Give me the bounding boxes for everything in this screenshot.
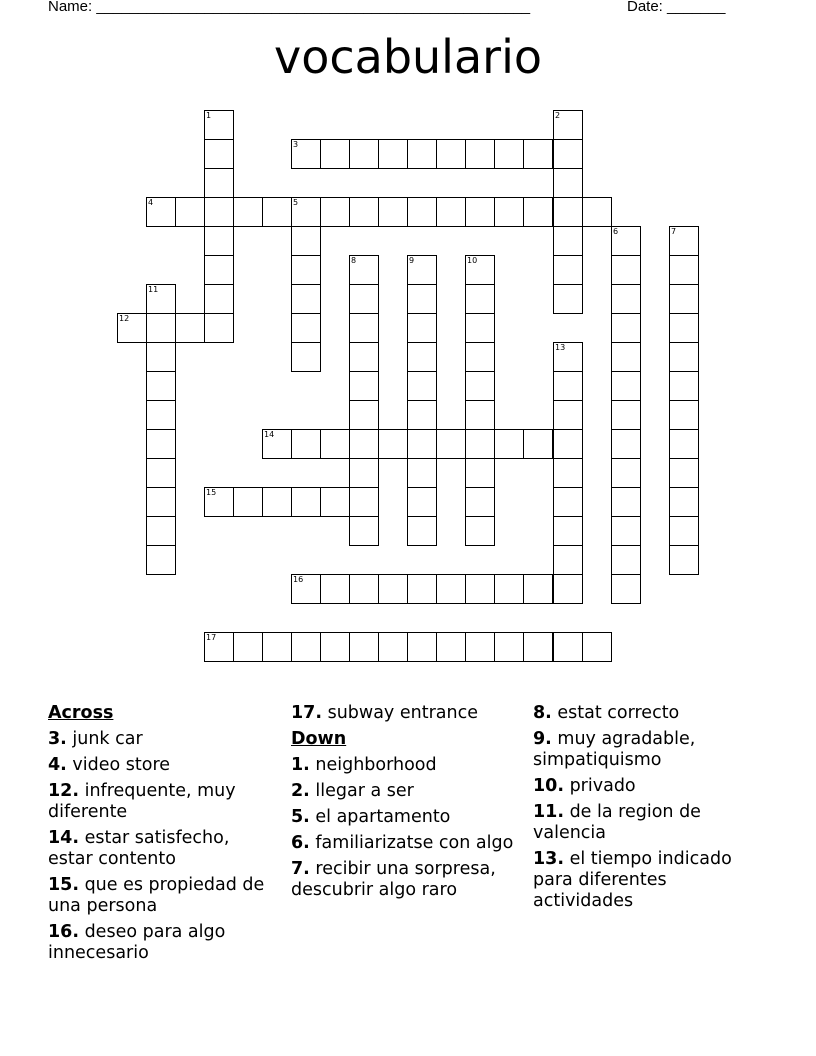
clue-item xyxy=(291,703,523,724)
clue-number: 6 xyxy=(613,227,619,236)
grid-cell[interactable] xyxy=(349,632,379,662)
grid-cell[interactable] xyxy=(553,139,583,169)
grid-cell[interactable] xyxy=(349,516,379,546)
clue-item xyxy=(291,807,523,828)
grid-cell[interactable] xyxy=(291,139,321,169)
clue-item-number: 15. xyxy=(48,875,80,895)
grid-cell[interactable] xyxy=(465,632,495,662)
grid-cell[interactable] xyxy=(233,197,263,227)
date-field: Date: _______ xyxy=(627,0,726,15)
grid-cell[interactable] xyxy=(465,458,495,488)
grid-cell[interactable] xyxy=(204,226,234,256)
grid-cell[interactable] xyxy=(291,255,321,285)
grid-cell[interactable] xyxy=(204,139,234,169)
down-heading: Down xyxy=(291,729,347,749)
grid-cell[interactable] xyxy=(349,197,379,227)
grid-cell[interactable] xyxy=(291,284,321,314)
grid-cell[interactable] xyxy=(175,313,205,343)
clue-item-number: 2. xyxy=(291,781,310,801)
clue-item-text: el tiempo indicado para diferentes actividades xyxy=(533,849,732,911)
grid-cell[interactable] xyxy=(407,139,437,169)
grid-cell[interactable] xyxy=(553,371,583,401)
clue-item-text: que es propiedad de una persona xyxy=(48,875,265,916)
grid-cell[interactable] xyxy=(465,516,495,546)
grid-cell[interactable] xyxy=(320,139,350,169)
grid-cell[interactable] xyxy=(553,110,583,140)
grid-cell[interactable] xyxy=(291,197,321,227)
grid-cell[interactable] xyxy=(611,284,641,314)
grid-cell[interactable] xyxy=(349,139,379,169)
clue-item-text: el apartamento xyxy=(309,807,451,827)
grid-cell[interactable] xyxy=(291,313,321,343)
grid-cell[interactable] xyxy=(465,313,495,343)
clue-item xyxy=(291,755,523,776)
clue-number: 1 xyxy=(206,111,212,120)
grid-cell[interactable] xyxy=(553,487,583,517)
grid-cell[interactable] xyxy=(465,487,495,517)
grid-cell[interactable] xyxy=(204,487,234,517)
grid-cell[interactable] xyxy=(553,632,583,662)
clue-item-number: 10. xyxy=(533,776,565,796)
grid-cell[interactable] xyxy=(146,487,176,517)
grid-cell[interactable] xyxy=(669,313,699,343)
clue-number: 12 xyxy=(119,314,130,323)
clue-item-number: 7. xyxy=(291,859,310,879)
grid-cell[interactable] xyxy=(465,284,495,314)
grid-cell[interactable] xyxy=(553,429,583,459)
grid-cell[interactable] xyxy=(407,313,437,343)
grid-cell[interactable] xyxy=(494,574,524,604)
grid-cell[interactable] xyxy=(407,255,437,285)
grid-cell[interactable] xyxy=(494,429,524,459)
grid-cell[interactable] xyxy=(436,574,466,604)
grid-cell[interactable] xyxy=(349,255,379,285)
clue-item-number: 1. xyxy=(291,755,310,775)
grid-cell[interactable] xyxy=(611,516,641,546)
grid-cell[interactable] xyxy=(146,284,176,314)
grid-cell[interactable] xyxy=(378,139,408,169)
grid-cell[interactable] xyxy=(146,516,176,546)
clue-item xyxy=(48,755,278,776)
grid-cell[interactable] xyxy=(204,197,234,227)
grid-cell[interactable] xyxy=(233,487,263,517)
clue-number: 17 xyxy=(206,633,217,642)
grid-cell[interactable] xyxy=(146,400,176,430)
grid-cell[interactable] xyxy=(494,139,524,169)
clue-item xyxy=(533,703,763,724)
grid-cell[interactable] xyxy=(146,429,176,459)
clue-item-number: 6. xyxy=(291,833,310,853)
grid-cell[interactable] xyxy=(436,197,466,227)
grid-cell[interactable] xyxy=(465,342,495,372)
clue-item-number: 9. xyxy=(533,729,552,749)
clue-number: 14 xyxy=(264,430,275,439)
grid-cell[interactable] xyxy=(146,342,176,372)
grid-cell[interactable] xyxy=(349,429,379,459)
clue-item-number: 4. xyxy=(48,755,67,775)
grid-cell[interactable] xyxy=(669,400,699,430)
across-heading: Across xyxy=(48,703,114,723)
clue-item-text: neighborhood xyxy=(309,755,437,775)
clue-item xyxy=(48,729,278,750)
clue-item xyxy=(48,875,278,917)
grid-cell[interactable] xyxy=(436,429,466,459)
grid-cell[interactable] xyxy=(465,255,495,285)
grid-cell[interactable] xyxy=(523,574,553,604)
grid-cell[interactable] xyxy=(262,632,292,662)
clue-item-number: 12. xyxy=(48,781,80,801)
grid-cell[interactable] xyxy=(669,487,699,517)
clue-item-text: familiarizatse con algo xyxy=(309,833,514,853)
grid-cell[interactable] xyxy=(291,487,321,517)
clue-number: 7 xyxy=(671,227,677,236)
clue-item-text: estat correcto xyxy=(551,703,680,723)
grid-cell[interactable] xyxy=(262,487,292,517)
clue-item xyxy=(533,849,763,912)
grid-cell[interactable] xyxy=(378,197,408,227)
clue-number: 3 xyxy=(293,140,299,149)
grid-cell[interactable] xyxy=(465,429,495,459)
grid-cell[interactable] xyxy=(204,110,234,140)
grid-cell[interactable] xyxy=(465,574,495,604)
clue-item-number: 16. xyxy=(48,922,80,942)
grid-cell[interactable] xyxy=(407,284,437,314)
grid-cell[interactable] xyxy=(204,255,234,285)
grid-cell[interactable] xyxy=(378,429,408,459)
grid-cell[interactable] xyxy=(320,429,350,459)
grid-cell[interactable] xyxy=(553,400,583,430)
grid-cell[interactable] xyxy=(175,197,205,227)
clue-number: 9 xyxy=(409,256,415,265)
grid-cell[interactable] xyxy=(553,516,583,546)
grid-cell[interactable] xyxy=(204,632,234,662)
grid-cell[interactable] xyxy=(523,197,553,227)
grid-cell[interactable] xyxy=(407,400,437,430)
grid-cell[interactable] xyxy=(669,516,699,546)
grid-cell[interactable] xyxy=(146,197,176,227)
grid-cell[interactable] xyxy=(291,429,321,459)
grid-cell[interactable] xyxy=(553,545,583,575)
clue-item xyxy=(48,828,278,870)
clue-number: 16 xyxy=(293,575,304,584)
grid-cell[interactable] xyxy=(669,429,699,459)
grid-cell[interactable] xyxy=(349,284,379,314)
grid-cell[interactable] xyxy=(407,342,437,372)
grid-cell[interactable] xyxy=(320,632,350,662)
grid-cell[interactable] xyxy=(436,139,466,169)
clue-number: 13 xyxy=(555,343,566,352)
clue-item-text: deseo para algo innecesario xyxy=(48,922,226,963)
clue-item-number: 5. xyxy=(291,807,310,827)
clue-item-text: video store xyxy=(66,755,171,775)
grid-cell[interactable] xyxy=(407,429,437,459)
grid-cell[interactable] xyxy=(553,574,583,604)
down-clue-list-continued xyxy=(533,703,763,912)
grid-cell[interactable] xyxy=(349,574,379,604)
grid-cell[interactable] xyxy=(553,458,583,488)
grid-cell[interactable] xyxy=(407,197,437,227)
clue-item-text: muy agradable, simpatiquismo xyxy=(533,729,696,770)
clue-item xyxy=(291,859,523,901)
grid-cell[interactable] xyxy=(349,371,379,401)
clue-item-text: infrequente, muy diferente xyxy=(48,781,236,822)
clue-item-text: estar satisfecho, estar contento xyxy=(48,828,230,869)
grid-cell[interactable] xyxy=(494,632,524,662)
name-field: Name: ____________________________________________________ xyxy=(48,0,531,15)
grid-cell[interactable] xyxy=(320,487,350,517)
clue-item-text: llegar a ser xyxy=(309,781,414,801)
grid-cell[interactable] xyxy=(669,342,699,372)
grid-cell[interactable] xyxy=(523,429,553,459)
clue-item-text: subway entrance xyxy=(322,703,478,723)
grid-cell[interactable] xyxy=(611,400,641,430)
grid-cell[interactable] xyxy=(204,168,234,198)
clue-item-number: 8. xyxy=(533,703,552,723)
grid-cell[interactable] xyxy=(669,458,699,488)
grid-cell[interactable] xyxy=(669,371,699,401)
grid-cell[interactable] xyxy=(611,574,641,604)
clue-number: 8 xyxy=(351,256,357,265)
grid-cell[interactable] xyxy=(465,139,495,169)
clue-item xyxy=(291,781,523,802)
grid-cell[interactable] xyxy=(582,632,612,662)
clue-item-number: 13. xyxy=(533,849,565,869)
grid-cell[interactable] xyxy=(611,313,641,343)
grid-cell[interactable] xyxy=(553,226,583,256)
grid-cell[interactable] xyxy=(291,574,321,604)
clue-item-text: recibir una sorpresa, descubrir algo raro xyxy=(291,859,496,900)
grid-cell[interactable] xyxy=(204,284,234,314)
grid-cell[interactable] xyxy=(349,313,379,343)
grid-cell[interactable] xyxy=(146,313,176,343)
down-clue-list xyxy=(291,755,523,901)
grid-cell[interactable] xyxy=(204,313,234,343)
clue-item-text: de la region de valencia xyxy=(533,802,701,843)
grid-cell[interactable] xyxy=(291,342,321,372)
clue-number: 2 xyxy=(555,111,561,120)
grid-cell[interactable] xyxy=(349,400,379,430)
clue-item-number: 17. xyxy=(291,703,323,723)
grid-cell[interactable] xyxy=(553,255,583,285)
clue-number: 4 xyxy=(148,198,154,207)
grid-cell[interactable] xyxy=(523,139,553,169)
grid-cell[interactable] xyxy=(117,313,147,343)
grid-cell[interactable] xyxy=(669,545,699,575)
grid-cell[interactable] xyxy=(611,458,641,488)
clue-number: 5 xyxy=(293,198,299,207)
clue-item xyxy=(533,776,763,797)
grid-cell[interactable] xyxy=(553,168,583,198)
clue-item-number: 3. xyxy=(48,729,67,749)
grid-cell[interactable] xyxy=(465,197,495,227)
clues-column-1 xyxy=(48,703,278,969)
grid-cell[interactable] xyxy=(407,632,437,662)
grid-cell[interactable] xyxy=(611,342,641,372)
grid-cell[interactable] xyxy=(465,371,495,401)
grid-cell[interactable] xyxy=(436,632,466,662)
clue-item xyxy=(533,802,763,844)
across-clue-list-continued xyxy=(291,703,523,724)
grid-cell[interactable] xyxy=(669,284,699,314)
grid-cell[interactable] xyxy=(523,632,553,662)
grid-cell[interactable] xyxy=(291,632,321,662)
grid-cell[interactable] xyxy=(669,226,699,256)
grid-cell[interactable] xyxy=(378,632,408,662)
grid-cell[interactable] xyxy=(553,342,583,372)
clues-column-3 xyxy=(533,703,763,917)
grid-cell[interactable] xyxy=(320,574,350,604)
clue-item-number: 14. xyxy=(48,828,80,848)
grid-cell[interactable] xyxy=(407,516,437,546)
grid-cell[interactable] xyxy=(407,371,437,401)
across-clue-list xyxy=(48,729,278,964)
clue-number: 11 xyxy=(148,285,159,294)
grid-cell[interactable] xyxy=(611,545,641,575)
grid-cell[interactable] xyxy=(349,458,379,488)
grid-cell[interactable] xyxy=(494,197,524,227)
grid-cell[interactable] xyxy=(262,197,292,227)
grid-cell[interactable] xyxy=(611,226,641,256)
grid-cell[interactable] xyxy=(553,284,583,314)
grid-cell[interactable] xyxy=(349,487,379,517)
grid-cell[interactable] xyxy=(320,197,350,227)
grid-cell[interactable] xyxy=(146,545,176,575)
grid-cell[interactable] xyxy=(233,632,263,662)
clue-item-number: 11. xyxy=(533,802,565,822)
grid-cell[interactable] xyxy=(611,487,641,517)
page-title: vocabulario xyxy=(273,30,542,84)
clues-column-2 xyxy=(291,703,523,906)
grid-cell[interactable] xyxy=(349,342,379,372)
grid-cell[interactable] xyxy=(465,400,495,430)
grid-cell[interactable] xyxy=(262,429,292,459)
grid-cell[interactable] xyxy=(611,429,641,459)
clue-item-text: privado xyxy=(564,776,636,796)
clue-item xyxy=(533,729,763,771)
grid-cell[interactable] xyxy=(582,197,612,227)
clue-item xyxy=(291,833,523,854)
clue-item-text: junk car xyxy=(66,729,143,749)
grid-cell[interactable] xyxy=(611,371,641,401)
grid-cell[interactable] xyxy=(146,458,176,488)
clue-item xyxy=(48,922,278,964)
grid-cell[interactable] xyxy=(146,371,176,401)
grid-cell[interactable] xyxy=(291,226,321,256)
grid-cell[interactable] xyxy=(611,255,641,285)
grid-cell[interactable] xyxy=(407,458,437,488)
clue-number: 15 xyxy=(206,488,217,497)
clue-item xyxy=(48,781,278,823)
grid-cell[interactable] xyxy=(378,574,408,604)
grid-cell[interactable] xyxy=(553,197,583,227)
grid-cell[interactable] xyxy=(407,487,437,517)
grid-cell[interactable] xyxy=(669,255,699,285)
grid-cell[interactable] xyxy=(407,574,437,604)
clue-number: 10 xyxy=(467,256,478,265)
